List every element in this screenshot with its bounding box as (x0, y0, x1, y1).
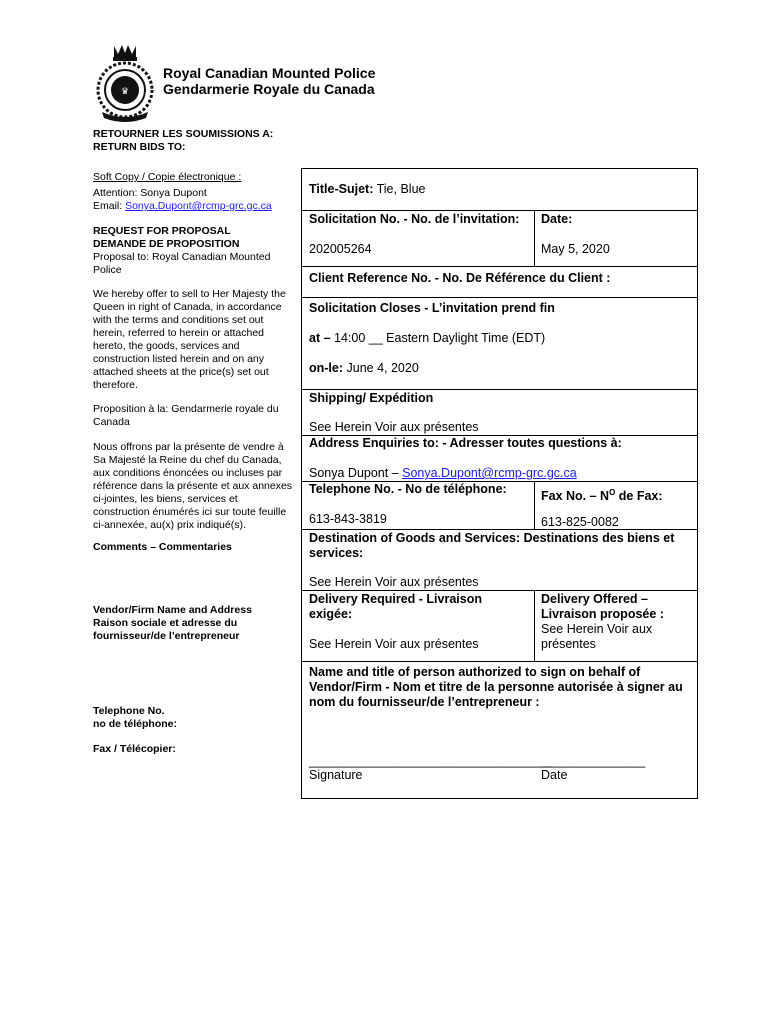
vendor-label-3: fournisseur/de l’entrepreneur (93, 630, 240, 642)
destination-value: See Herein Voir aux présentes (309, 575, 479, 589)
request-for-proposal-en: REQUEST FOR PROPOSAL (93, 225, 231, 237)
email-line (93, 200, 303, 213)
solicitation-closes-label: Solicitation Closes - L’invitation prend fin (309, 301, 555, 315)
fax-label-b: de Fax: (615, 489, 663, 504)
client-reference-label: Client Reference No. - No. De Référence du Client : (309, 271, 611, 285)
date-sign-line: _______________ (541, 754, 646, 768)
email-link[interactable]: Sonya.Dupont@rcmp-grc.gc.ca (125, 200, 272, 212)
vendor-label-1: Vendor/Firm Name and Address (93, 604, 252, 616)
delivery-offered-value-1: See Herein Voir aux (541, 622, 653, 636)
proposal-to: Proposal to: Royal Canadian Mounted Police (93, 251, 271, 276)
fax-no-label (541, 485, 663, 504)
enquiries-name: Sonya Dupont – (309, 466, 403, 480)
svg-text:♛: ♛ (120, 87, 130, 97)
signature-line: ___________________________________ (309, 754, 553, 768)
telephone-value: 613-843-3819 (309, 512, 387, 526)
title-label: Title-Sujet: (309, 182, 374, 196)
delivery-required-value: See Herein Voir aux présentes (309, 637, 479, 651)
delivery-offered-value-2: présentes (541, 637, 596, 651)
onle-value: June 4, 2020 (343, 361, 419, 375)
enquiries-email-link[interactable]: Sonya.Dupont@rcmp-grc.gc.ca (402, 466, 577, 480)
solicitation-no-label: Solicitation No. - No. de l’invitation: (309, 212, 520, 226)
closing-date (309, 361, 419, 376)
date-sign-label: Date (541, 768, 568, 782)
solicitation-no-value: 202005264 (309, 242, 372, 256)
telephone-label: Telephone No. - No de téléphone: (309, 482, 507, 496)
offer-text-fr: Nous offrons par la présente de vendre à Sa Majesté la Reine du chef du Canada, aux conditions énoncées ou incluses par référence dans la présente et aux annexes ci-jointes, les biens, services et construction énumérés ici sur toute feuille ci-annexée, au(x) prix indiqué(s). (93, 441, 293, 531)
soft-copy-label: Soft Copy / Copie électronique : (93, 171, 242, 183)
onle-label: on-le: (309, 361, 344, 375)
fax-label-a: Fax No. – N (541, 489, 610, 504)
email-label: Email: (93, 200, 126, 212)
authorized-label-3: nom du fournisseur/de l’entrepreneur : (309, 695, 540, 709)
title-value: Tie, Blue (373, 182, 426, 196)
delivery-required-label-1: Delivery Required - Livraison (309, 592, 482, 606)
enquiries-contact (309, 466, 577, 481)
request-for-proposal-fr: DEMANDE DE PROPOSITION (93, 238, 240, 250)
destination-label-1: Destination of Goods and Services: Destinations des biens et (309, 531, 675, 545)
delivery-offered-label-2: Livraison proposée : (541, 607, 664, 621)
telephone-label-1: Telephone No. (93, 705, 165, 717)
telephone-label-2: no de téléphone: (93, 718, 177, 730)
at-value: 14:00 __ Eastern Daylight Time (EDT) (330, 331, 546, 345)
signature-label: Signature (309, 768, 363, 782)
authorized-label-2: Vendor/Firm - Nom et titre de la personne autorisée à signer au (309, 680, 683, 694)
fax-label: Fax / Télécopier: (93, 743, 176, 755)
fax-no-value: 613-825-0082 (541, 515, 619, 529)
date-value: May 5, 2020 (541, 242, 610, 256)
org-name-fr: Gendarmerie Royale du Canada (163, 81, 375, 97)
at-label: at – (309, 331, 331, 345)
attention-line: Attention: Sonya Dupont (93, 187, 207, 199)
return-bids-fr: RETOURNER LES SOUMISSIONS A: (93, 128, 274, 140)
date-label: Date: (541, 212, 573, 226)
fax-label-sup: O (609, 488, 616, 497)
shipping-value: See Herein Voir aux présentes (309, 420, 479, 434)
title-field (309, 182, 425, 197)
rcmp-crest-logo (92, 42, 158, 122)
solicitation-form-box (301, 168, 698, 799)
proposition-text: Proposition à la: Gendarmerie royale du Canada (93, 403, 279, 428)
shipping-label: Shipping/ Expédition (309, 391, 434, 405)
delivery-required-label-2: exigée: (309, 607, 353, 621)
enquiries-label: Address Enquiries to: - Adresser toutes questions à: (309, 436, 622, 450)
comments-label: Comments – Commentaries (93, 541, 232, 553)
return-bids-en: RETURN BIDS TO: (93, 141, 186, 153)
delivery-offered-label-1: Delivery Offered – (541, 592, 648, 606)
offer-text-en: We hereby offer to sell to Her Majesty the Queen in right of Canada, in accordance with the terms and conditions set out herein, referred to herein or attached hereto, the goods, services and construction listed herein and on any attached sheets at the price(s) set out therefore. (93, 288, 286, 391)
vendor-label-2: Raison sociale et adresse du (93, 617, 238, 629)
closing-time (309, 331, 545, 346)
org-name-en: Royal Canadian Mounted Police (163, 65, 376, 81)
authorized-label-1: Name and title of person authorized to sign on behalf of (309, 665, 641, 679)
destination-label-2: services: (309, 546, 364, 560)
